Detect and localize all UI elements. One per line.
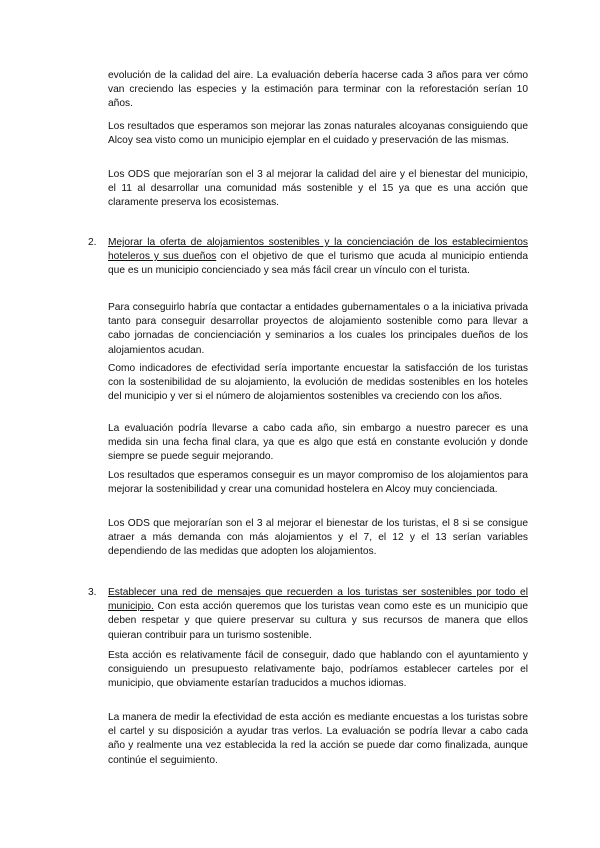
item2-number: 2. [88,237,97,248]
item2-text-1: Para conseguirlo habría que contactar a entidades gubernamentales o a la iniciativa privada tanto para conseguir desarrollar proyectos de alojamiento sostenible como para llevar a cabo jornadas de concienciación y seminarios a los cuales los principales dueños de los alojamientos acudan. [108,302,528,356]
item2-title-rest: con el objetivo de que el turismo que acuda al municipio entienda que es un municipio concienciado y sea más fácil crear un vínculo con el turista. [108,251,528,277]
intro-paragraph-2 [108,120,528,148]
item3-title: Establecer una red de mensajes que recuerden a los turistas ser sostenibles por todo el municipio. [108,587,528,613]
item3-title-rest: Con esta acción queremos que los turistas vean como este es un municipio que deben respetar y que quiere preservar su cultura y sus recursos de manera que ellos quieran contribuir para un turismo sostenible. [108,601,528,641]
item3-paragraph-1 [108,649,528,692]
item2-paragraph-3 [108,422,528,465]
item2-heading-paragraph [108,236,528,279]
item3-number: 3. [88,587,97,598]
item2-paragraph-1 [108,301,528,358]
item2-paragraph-5 [108,517,528,560]
item2-paragraph-4 [108,469,528,497]
intro-text-1: evolución de la calidad del aire. La evaluación debería hacerse cada 3 años para ver cómo van creciendo las especies y la estimación para terminar con la reforestación serían 10 años. [108,70,528,110]
item2-text-2: Como indicadores de efectividad sería importante encuestar la satisfacción de los turistas con la sostenibilidad de su alojamiento, la evolución de medidas sostenibles en los hoteles del municipio y ver si el número de alojamientos sostenibles va creciendo con los años. [108,363,528,403]
item2-text-4: Los resultados que esperamos conseguir es un mayor compromiso de los alojamientos para mejorar la sostenibilidad y crear una comunidad hostelera en Alcoy muy concienciada. [108,470,528,496]
item3-paragraph-2 [108,711,528,768]
item3-heading-paragraph [108,586,528,643]
item3-text-2: La manera de medir la efectividad de esta acción es mediante encuestas a los turistas sobre el cartel y su disposición a ayudar tras verlos. La evaluación se podría llevar a cabo cada año y realmente una vez establecida la red la acción se puede dar como finalizada, aunque continúe el seguimiento. [108,712,528,766]
intro-text-2: Los resultados que esperamos son mejorar las zonas naturales alcoyanas consiguiendo que Alcoy sea visto como un municipio ejemplar en el cuidado y preservación de las mismas. [108,121,528,147]
item2-text-5: Los ODS que mejorarían son el 3 al mejorar el bienestar de los turistas, el 8 si se consigue atraer a más demanda con más alojamientos y el 7, el 12 y el 13 serían variables dependiendo de las medidas que adopten los alojamientos. [108,518,528,558]
item3-heading [108,586,528,643]
intro-paragraph-3 [108,168,528,211]
intro-text-3: Los ODS que mejorarían son el 3 al mejorar la calidad del aire y el bienestar del municipio, el 11 al desarrollar una comunidad más sostenible y el 15 ya que es una acción que claramente preserva los ecosistemas. [108,169,528,209]
item2-title: Mejorar la oferta de alojamientos sostenibles y la concienciación de los establecimientos hoteleros y sus dueños [108,237,528,263]
item2-text-3: La evaluación podría llevarse a cabo cada año, sin embargo a nuestro parecer es una medida sin una fecha final clara, ya que es algo que está en constante evolución y donde siempre se puede seguir mejorando. [108,423,528,463]
item2-heading [108,236,528,279]
item3-text-1: Esta acción es relativamente fácil de conseguir, dado que hablando con el ayuntamiento y consiguiendo un presupuesto relativamente bajo, podríamos establecer carteles por el municipio, que obviamente estarían traducidos a muchos idiomas. [108,650,528,690]
intro-paragraph-1 [108,69,528,112]
item2-paragraph-2 [108,362,528,405]
